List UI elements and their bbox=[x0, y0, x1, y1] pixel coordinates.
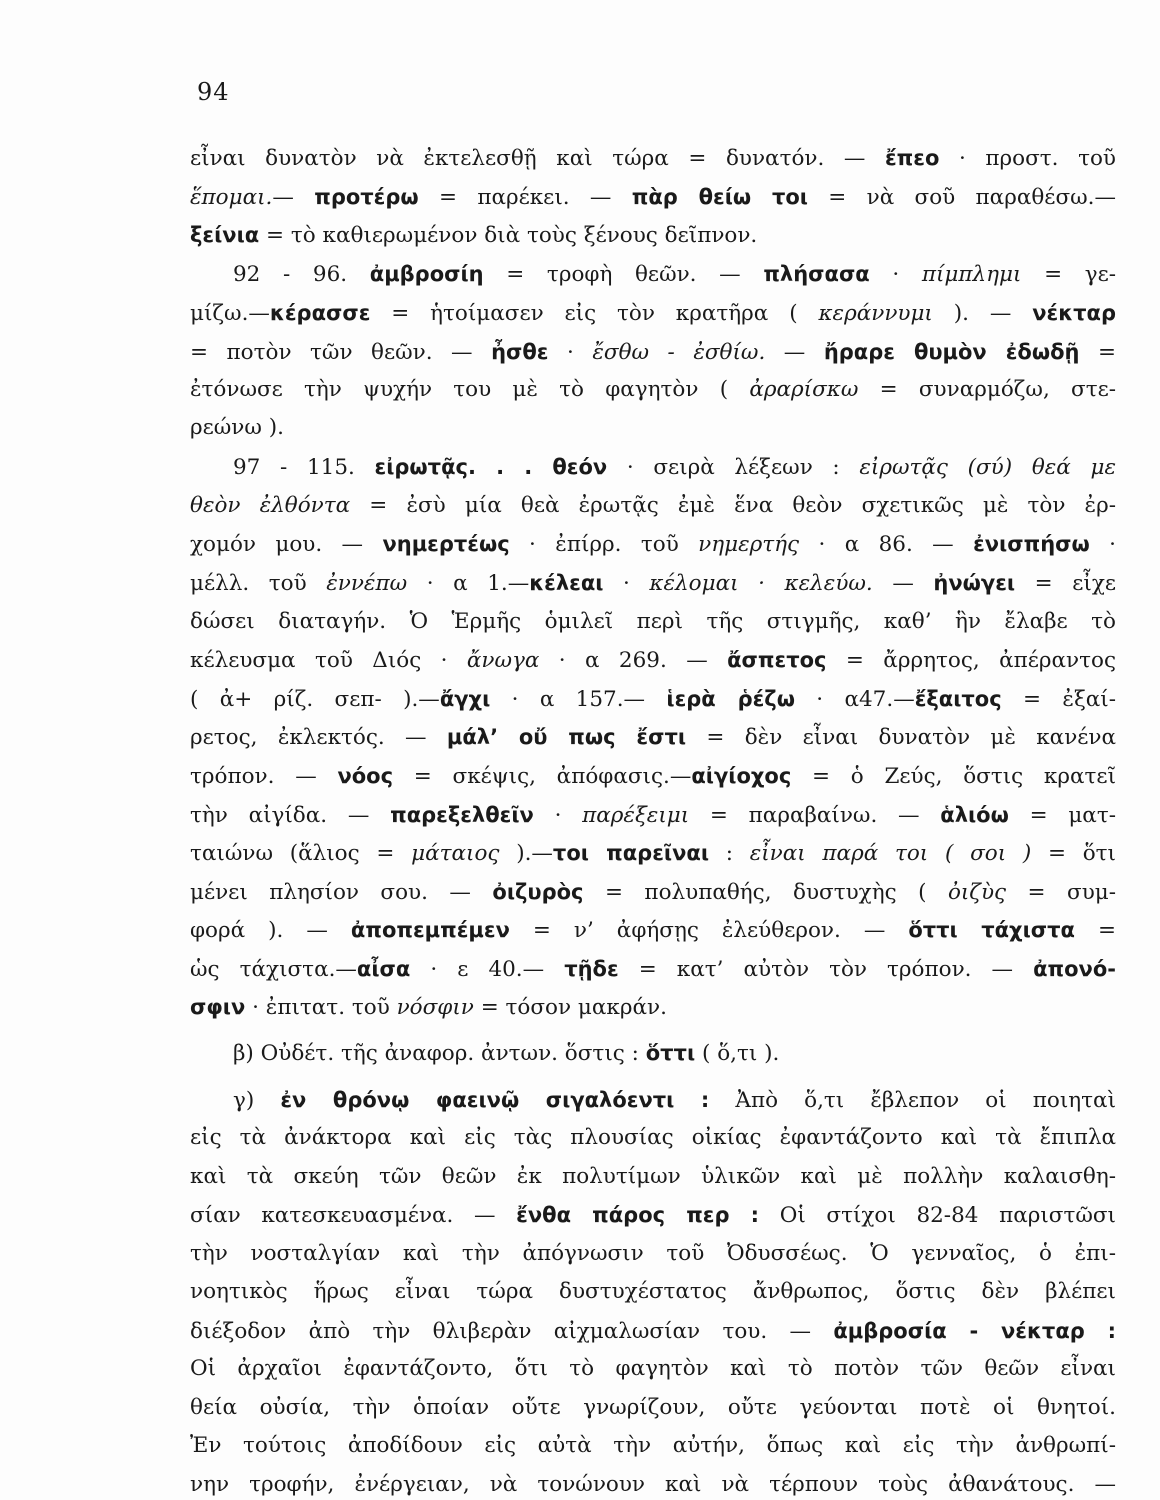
text-line bbox=[190, 1431, 1116, 1461]
lemma: σφιν bbox=[190, 995, 246, 1019]
italic-text: ἀραρίσκω bbox=[749, 377, 859, 402]
lemma: αἰγίοχος bbox=[691, 764, 792, 788]
text-run: ταιώνω (ἅλιος = bbox=[190, 841, 412, 866]
lemma: ξείνια bbox=[190, 223, 260, 247]
text-run: — bbox=[872, 571, 934, 596]
text-line bbox=[190, 1200, 1116, 1231]
text-line bbox=[190, 607, 1116, 637]
text-line bbox=[190, 143, 1116, 174]
lemma: ὀιζυρὸς bbox=[492, 880, 584, 904]
lemma: πλήσασα bbox=[763, 262, 870, 286]
lemma: ἠνώγει bbox=[933, 571, 1016, 595]
lemma: κέρασσε bbox=[269, 301, 371, 325]
text-run: μένει πλησίον σου. — bbox=[190, 880, 493, 905]
text-line bbox=[190, 1239, 1116, 1269]
text-run: νην τροφήν, ἐνέργειαν, νὰ τονώνουν καὶ νὰ τέρπουν τοὺς ἀθανάτους. — bbox=[190, 1472, 1116, 1497]
text-line bbox=[190, 1354, 1116, 1384]
text-run: νοητικὸς ἥρως εἶναι τώρα δυστυχέστατος ἄνθρωπος, ὅστις δὲν βλέπει bbox=[190, 1279, 1116, 1304]
text-run: τὴν αἰγίδα. — bbox=[190, 803, 391, 828]
italic-text: κεράννυμι bbox=[818, 301, 933, 326]
text-line bbox=[190, 1316, 1116, 1347]
lemma: ἀποπεμπέμεν bbox=[350, 918, 510, 942]
text-run: ἐτόνωσε τὴν ψυχήν του μὲ τὸ φαγητὸν ( bbox=[190, 377, 750, 402]
lemma: ὅττι bbox=[645, 1041, 696, 1065]
page-number: 94 bbox=[197, 78, 230, 106]
lemma: ἄγχι bbox=[439, 687, 491, 711]
text-run: = τὸ καθιερωμένον διὰ τοὺς ξένους δεῖπνον. bbox=[259, 223, 758, 248]
text-line bbox=[190, 1470, 1116, 1500]
lemma: τῇδε bbox=[564, 957, 619, 981]
text-line bbox=[190, 877, 1116, 908]
lemma: νόος bbox=[337, 764, 394, 788]
lemma: ἄσπετος bbox=[727, 648, 827, 672]
text-run: = συμ- bbox=[1006, 880, 1116, 905]
italic-text: ἔσθω - ἐσθίω. bbox=[592, 340, 766, 365]
text-run: = τροφὴ θεῶν. — bbox=[483, 262, 764, 287]
text-run: = ποτὸν τῶν θεῶν. — bbox=[190, 340, 492, 365]
text-run: ὡς τάχιστα.— bbox=[190, 957, 357, 982]
text-run: · προστ. τοῦ bbox=[939, 146, 1116, 171]
text-run: ( ἀ+ ρίζ. σεπ- ).— bbox=[190, 687, 440, 712]
text-run: κέλευσμα τοῦ Διός · bbox=[190, 648, 467, 673]
text-run: ).— bbox=[499, 841, 553, 866]
text-run: = bbox=[1079, 340, 1117, 365]
italic-text: εἰρωτᾷς (σύ) θεά με bbox=[859, 455, 1116, 480]
italic-text: θεὸν ἐλθόντα bbox=[190, 493, 351, 518]
text-line bbox=[190, 1085, 1116, 1116]
lemma: ὅττι τάχιστα bbox=[908, 918, 1075, 942]
italic-text: μάταιος bbox=[411, 841, 500, 866]
text-run: φορά ). — bbox=[190, 918, 351, 943]
text-line bbox=[190, 259, 1116, 290]
lemma: μάλ’ οὔ πως ἔστι bbox=[446, 725, 687, 749]
text-run: = παραβαίνω. — bbox=[689, 803, 941, 828]
text-line bbox=[190, 684, 1116, 715]
text-run: β) Οὐδέτ. τῆς ἀναφορ. ἀντων. ὅστις : bbox=[190, 1041, 646, 1066]
italic-text: ἕπομαι. bbox=[190, 185, 273, 210]
lemma: πὰρ θείω τοι bbox=[631, 185, 808, 209]
text-run: · bbox=[603, 571, 650, 596]
text-run: · α 269. — bbox=[539, 648, 728, 673]
text-line bbox=[190, 1393, 1116, 1423]
text-run: : bbox=[709, 841, 750, 866]
text-line bbox=[190, 413, 1116, 443]
italic-text: πίμπλημι bbox=[921, 262, 1022, 287]
text-run: χομόν μου. — bbox=[190, 532, 383, 557]
text-run: = δὲν εἶναι δυνατὸν μὲ κανένα bbox=[686, 725, 1116, 750]
text-run: · bbox=[1089, 532, 1116, 557]
text-run: μέλλ. τοῦ bbox=[190, 571, 327, 596]
text-run: = ἡτοίμασεν εἰς τὸν κρατῆρα ( bbox=[370, 301, 819, 326]
italic-text: ἄνωγα bbox=[466, 648, 540, 673]
text-line bbox=[190, 800, 1116, 831]
text-run: · α 1.— bbox=[407, 571, 530, 596]
text-run: = νὰ σοῦ παραθέσω.— bbox=[807, 185, 1116, 210]
text-run: = ὅτι bbox=[1031, 841, 1116, 866]
lemma: ἀπονό- bbox=[1033, 957, 1116, 981]
text-run: · σειρὰ λέξεων : bbox=[607, 455, 860, 480]
text-run: — bbox=[272, 185, 315, 210]
text-run: σίαν κατεσκευασμένα. — bbox=[190, 1203, 517, 1228]
text-run: εἶναι δυνατὸν νὰ ἐκτελεσθῇ καὶ τώρα = δυνατόν. — bbox=[190, 146, 885, 171]
text-run: καὶ τὰ σκεύη τῶν θεῶν ἐκ πολυτίμων ὑλικῶν καὶ μὲ πολλὴν καλαισθη- bbox=[190, 1164, 1116, 1189]
text-run: · ε 40.— bbox=[410, 957, 565, 982]
text-run: = ματ- bbox=[1008, 803, 1116, 828]
text-run: = ἄρρητος, ἀπέραντος bbox=[826, 648, 1116, 673]
text-run: γ) bbox=[190, 1088, 281, 1113]
text-run: 97 - 115. bbox=[190, 455, 375, 480]
lemma: ἱερὰ ῥέζω bbox=[666, 687, 795, 711]
text-line bbox=[190, 1162, 1116, 1192]
text-run: Ἐν τούτοις ἀποδίδουν εἰς αὐτὰ τὴν αὐτήν, ὅπως καὶ εἰς τὴν ἀνθρωπί- bbox=[190, 1433, 1116, 1458]
lemma: ἔνθα πάρος περ : bbox=[516, 1203, 760, 1227]
text-line bbox=[190, 761, 1116, 792]
text-run: Οἱ στίχοι 82-84 παριστῶσι bbox=[759, 1203, 1116, 1228]
lemma: προτέρω bbox=[314, 185, 419, 209]
text-line bbox=[190, 491, 1116, 521]
text-run: διέξοδον ἀπὸ τὴν θλιβερὰν αἰχμαλωσίαν του. — bbox=[190, 1319, 834, 1344]
lemma: τοι παρεῖναι bbox=[552, 841, 709, 865]
text-run: μίζω.— bbox=[190, 301, 270, 326]
lemma: ἁλιόω bbox=[940, 803, 1009, 827]
text-line bbox=[190, 915, 1116, 946]
text-run: ρετος, ἐκλεκτός. — bbox=[190, 725, 447, 750]
lemma: ἤραρε θυμὸν ἐδωδῇ bbox=[823, 340, 1080, 364]
text-line bbox=[190, 452, 1116, 483]
text-line bbox=[190, 954, 1116, 985]
lemma: εἰρωτᾷς. . . θεόν bbox=[374, 455, 608, 479]
lemma: ἐν θρόνῳ φαεινῷ σιγαλόεντι : bbox=[280, 1088, 710, 1112]
text-line bbox=[190, 337, 1116, 368]
text-line bbox=[190, 220, 1116, 251]
text-run: · α47.— bbox=[794, 687, 915, 712]
text-run: θεία οὐσία, τὴν ὁποίαν οὔτε γνωρίζουν, οὔτε γεύονται ποτὲ οἱ θνητοί. bbox=[190, 1395, 1116, 1420]
italic-text: εἶναι παρά τοι ( σοι ) bbox=[749, 841, 1032, 866]
text-run: ( ὅ,τι ). bbox=[695, 1041, 780, 1066]
italic-text: νημερτής bbox=[698, 532, 800, 557]
text-run: = συναρμόζω, στε- bbox=[858, 377, 1117, 402]
italic-text: ἐννέπω bbox=[326, 571, 408, 596]
italic-text: κέλομαι · κελεύω. bbox=[649, 571, 873, 596]
text-run: · bbox=[533, 803, 583, 828]
text-run: 92 - 96. bbox=[190, 262, 370, 287]
text-run: — bbox=[765, 340, 824, 365]
text-run: = παρέκει. — bbox=[418, 185, 632, 210]
text-run: ). — bbox=[932, 301, 1033, 326]
text-run: Οἱ ἀρχαῖοι ἐφαντάζοντο, ὅτι τὸ φαγητὸν καὶ τὸ ποτὸν τῶν θεῶν εἶναι bbox=[190, 1356, 1116, 1381]
lemma: παρεξελθεῖν bbox=[390, 803, 534, 827]
text-line bbox=[190, 722, 1116, 753]
text-line bbox=[190, 1277, 1116, 1307]
lemma: ἔξαιτος bbox=[914, 687, 1002, 711]
lemma: ἀμβροσίη bbox=[369, 262, 484, 286]
text-run: = τόσον μακράν. bbox=[473, 995, 667, 1020]
lemma: αἶσα bbox=[356, 957, 411, 981]
text-run: δώσει διαταγήν. Ὁ Ἑρμῆς ὁμιλεῖ περὶ τῆς στιγμῆς, καθ’ ἣν ἔλαβε τὸ bbox=[190, 609, 1116, 634]
text-line bbox=[190, 992, 1116, 1023]
text-run: τρόπον. — bbox=[190, 764, 338, 789]
text-line bbox=[190, 182, 1116, 213]
lemma: ἔπεο bbox=[884, 146, 940, 170]
text-run: = bbox=[1074, 918, 1116, 943]
text-run: = ἐξαί- bbox=[1001, 687, 1116, 712]
text-run: = γε- bbox=[1021, 262, 1117, 287]
text-run: = εἶχε bbox=[1015, 571, 1117, 596]
text-line bbox=[190, 1038, 1116, 1069]
italic-text: ὀιζὺς bbox=[947, 880, 1007, 905]
text-run: = ν’ ἀφήσῃς ἐλεύθερον. — bbox=[509, 918, 909, 943]
text-line bbox=[190, 645, 1116, 676]
text-run: = σκέψις, ἀπόφασις.— bbox=[393, 764, 692, 789]
text-run: = κατ’ αὐτὸν τὸν τρόπον. — bbox=[618, 957, 1034, 982]
text-run: · bbox=[548, 340, 593, 365]
text-run: εἰς τὰ ἀνάκτορα καὶ εἰς τὰς πλουσίας οἰκίας ἐφαντάζοντο καὶ τὰ ἔπιπλα bbox=[190, 1125, 1116, 1150]
text-line bbox=[190, 568, 1116, 599]
text-run: · ἐπιτατ. τοῦ bbox=[245, 995, 397, 1020]
text-run: · ἐπίρρ. τοῦ bbox=[509, 532, 699, 557]
lemma: κέλεαι bbox=[529, 571, 604, 595]
text-run: · bbox=[869, 262, 922, 287]
lemma: νημερτέως bbox=[382, 532, 510, 556]
text-run: = πολυπαθής, δυστυχὴς ( bbox=[583, 880, 948, 905]
text-line bbox=[190, 529, 1116, 560]
italic-text: παρέξειμι bbox=[582, 803, 690, 828]
text-run: = ὁ Ζεύς, ὅστις κρατεῖ bbox=[791, 764, 1116, 789]
text-run: = ἐσὺ μία θεὰ ἐρωτᾷς ἐμὲ ἕνα θεὸν σχετικῶς μὲ τὸν ἐρ- bbox=[350, 493, 1116, 518]
lemma: ἐνισπήσω bbox=[973, 532, 1090, 556]
text-run: · α 86. — bbox=[799, 532, 974, 557]
lemma: νέκταρ bbox=[1032, 301, 1116, 325]
text-run: ρεώνω ). bbox=[190, 415, 284, 440]
lemma: ἦσθε bbox=[491, 340, 549, 364]
text-line bbox=[190, 375, 1116, 405]
text-line bbox=[190, 298, 1116, 329]
text-run: τὴν νοσταλγίαν καὶ τὴν ἀπόγνωσιν τοῦ Ὀδυσσέως. Ὁ γενναῖος, ὁ ἐπι- bbox=[190, 1241, 1116, 1266]
text-run: · α 157.— bbox=[490, 687, 667, 712]
text-run: Ἀπὸ ὅ,τι ἔβλεπον οἱ ποιηταὶ bbox=[709, 1088, 1116, 1113]
italic-text: νόσφιν bbox=[396, 995, 474, 1020]
text-line bbox=[190, 838, 1116, 869]
text-line bbox=[190, 1123, 1116, 1153]
lemma: ἀμβροσία - νέκταρ : bbox=[833, 1319, 1116, 1343]
